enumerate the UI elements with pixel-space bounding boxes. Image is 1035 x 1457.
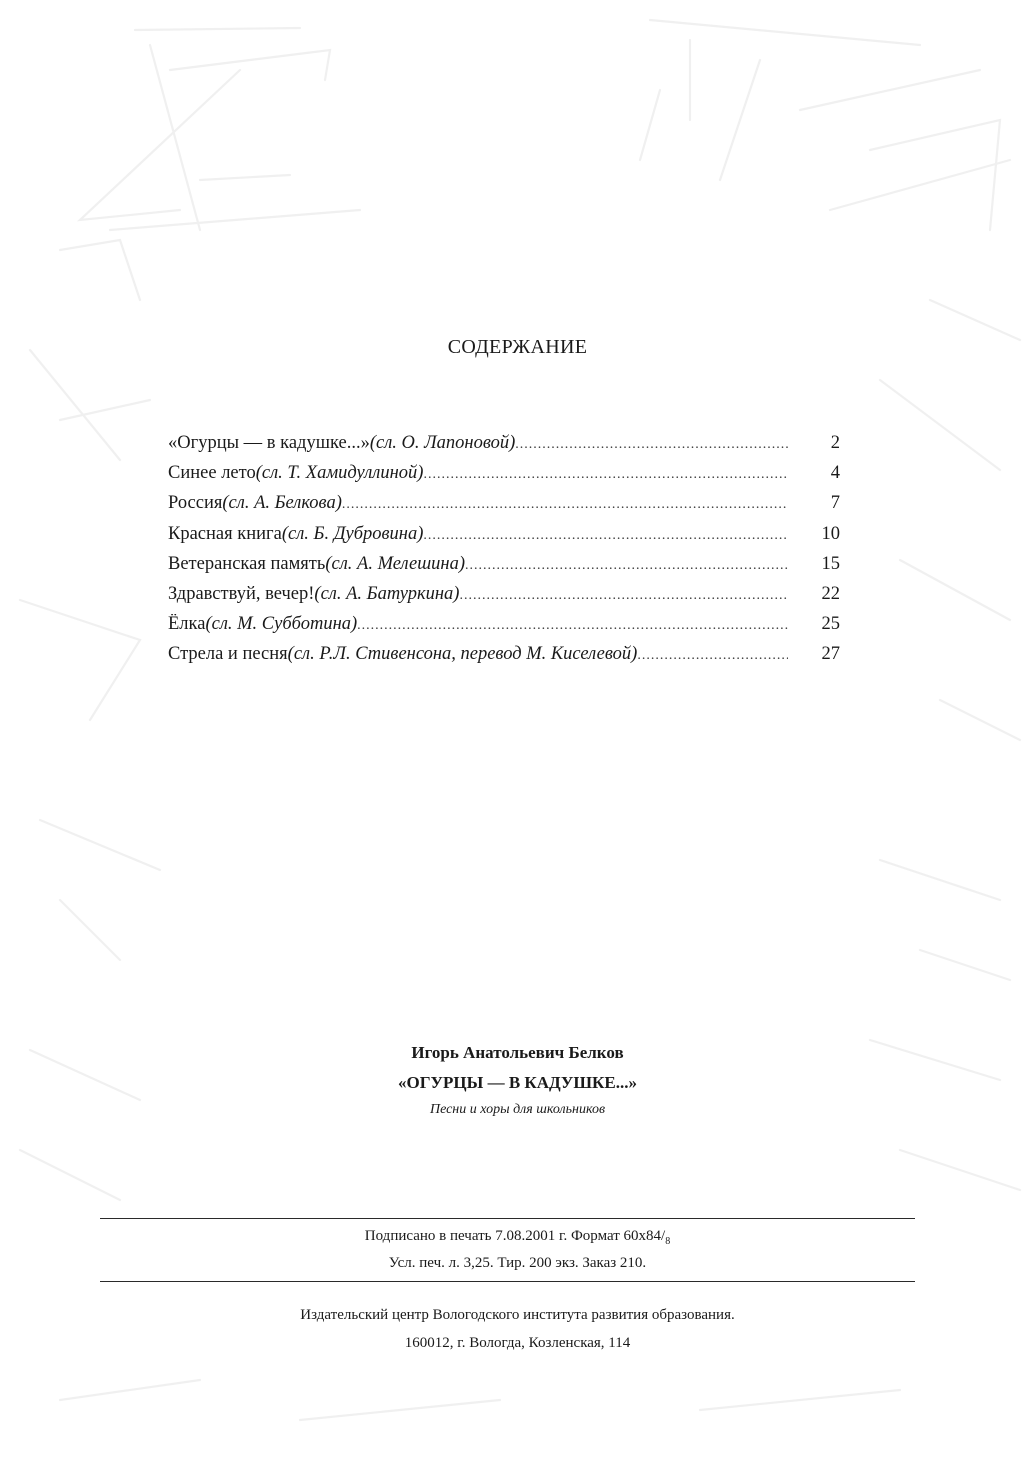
song-title: Синее лето xyxy=(168,463,256,484)
book-title: «ОГУРЦЫ — В КАДУШКЕ...» xyxy=(398,1073,637,1092)
contents-heading: СОДЕРЖАНИЕ xyxy=(447,336,588,358)
toc-entry xyxy=(168,433,840,463)
song-title: Россия xyxy=(168,493,223,514)
publisher-address: 160012, г. Вологда, Козленская, 114 xyxy=(404,1335,631,1351)
print-info-line2: Усл. печ. л. 3,25. Тир. 200 экз. Заказ 210. xyxy=(388,1255,647,1271)
page-number: 22 xyxy=(821,583,840,604)
toc-entry xyxy=(168,524,840,554)
toc-entry xyxy=(168,644,840,674)
book-author: Игорь Анатольевич Белков xyxy=(411,1043,624,1062)
table-of-contents xyxy=(168,433,840,675)
lyricist: (сл. Р.Л. Стивенсона, перевод М. Киселевой) xyxy=(287,644,638,665)
print-date-format: Подписано в печать 7.08.2001 г. Формат 60x84/ xyxy=(364,1228,666,1244)
divider-bottom xyxy=(100,1281,915,1282)
lyricist: (сл. Б. Дубровина) xyxy=(281,523,424,544)
format-subscript: 8 xyxy=(665,1236,671,1247)
toc-entry xyxy=(168,614,840,644)
page-number: 27 xyxy=(821,644,840,665)
lyricist: (сл. А. Батуркина) xyxy=(314,583,460,604)
toc-entry xyxy=(168,584,840,614)
dot-leader xyxy=(459,588,788,604)
page-number: 4 xyxy=(830,463,840,484)
song-title: Красная книга xyxy=(168,523,282,544)
page-number: 7 xyxy=(830,493,840,514)
page-number: 2 xyxy=(830,433,840,453)
dot-leader xyxy=(637,648,788,664)
book-subtitle: Песни и хоры для школьников xyxy=(429,1102,606,1117)
page-number: 10 xyxy=(821,523,840,544)
lyricist: (сл. А. Белкова) xyxy=(222,493,342,514)
song-title: «Огурцы — в кадушке...» xyxy=(168,433,370,453)
page-number: 15 xyxy=(821,553,840,574)
dot-leader xyxy=(423,528,788,544)
song-title: Стрела и песня xyxy=(168,644,288,665)
lyricist: (сл. М. Субботина) xyxy=(205,614,358,635)
divider-top xyxy=(100,1218,915,1219)
toc-entry xyxy=(168,493,840,523)
dot-leader xyxy=(515,437,788,453)
dot-leader xyxy=(357,618,788,634)
page-number: 25 xyxy=(821,614,840,635)
dot-leader xyxy=(465,558,788,574)
print-info-line1 xyxy=(0,1228,1035,1247)
song-title: Здравствуй, вечер! xyxy=(168,583,315,604)
publisher: Издательский центр Вологодского института развития образования. xyxy=(300,1307,735,1323)
toc-entry xyxy=(168,554,840,584)
dot-leader xyxy=(423,467,788,483)
dot-leader xyxy=(342,497,788,513)
lyricist: (сл. Т. Хамидуллиной) xyxy=(255,463,424,484)
song-title: Ёлка xyxy=(168,614,206,635)
lyricist: (сл. А. Мелешина) xyxy=(325,553,466,574)
lyricist: (сл. О. Лапоновой) xyxy=(369,433,516,453)
toc-entry xyxy=(168,463,840,493)
song-title: Ветеранская память xyxy=(168,553,326,574)
